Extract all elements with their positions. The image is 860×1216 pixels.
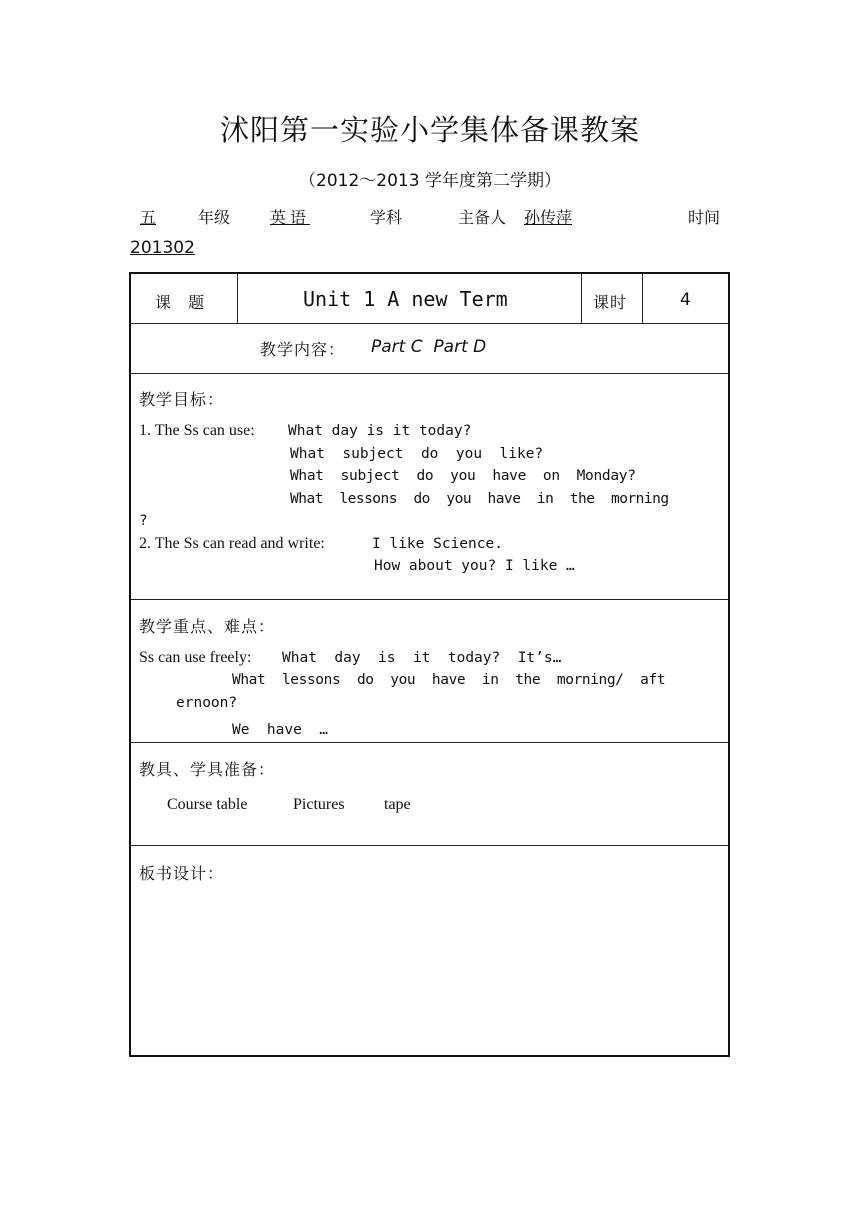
material-item: Course table (167, 796, 248, 813)
time-label: 时间 (688, 208, 721, 227)
page-title: 沭阳第一实验小学集体备课教案 (219, 113, 640, 147)
row-divider (131, 599, 728, 600)
row-divider (131, 373, 728, 374)
subject-value: 英语 (270, 208, 311, 227)
topic-value: Unit 1 A new Term (303, 287, 508, 311)
col-divider (237, 274, 238, 323)
objective-2-line: How about you? I like … (374, 558, 575, 574)
material-item: Pictures (293, 796, 345, 813)
row-divider (131, 845, 728, 846)
period-value: 4 (680, 290, 691, 310)
objective-1-line: What lessons do you have in the morning (290, 491, 669, 507)
info-line (140, 205, 740, 229)
content-value: Part C Part D (371, 337, 487, 357)
objective-1-prefix: 1. The Ss can use: (139, 422, 255, 439)
row-divider (131, 742, 728, 743)
keypoints-line: We have … (232, 722, 329, 738)
row-divider (131, 323, 728, 324)
topic-label: 课 题 (155, 293, 206, 312)
materials-label: 教具、学具准备： (139, 760, 276, 779)
col-divider (581, 274, 582, 323)
material-item: tape (384, 796, 411, 813)
grade-label: 年级 (198, 208, 231, 227)
objectives-label: 教学目标： (139, 390, 225, 409)
grade-value: 五 (140, 208, 157, 227)
preparer-label: 主备人 (458, 208, 507, 227)
col-divider (642, 274, 643, 323)
objective-1-line: What subject do you like? (290, 446, 544, 462)
term-subtitle: （2012～2013 学年度第二学期） (299, 171, 561, 191)
period-label: 课时 (593, 293, 628, 312)
keypoints-line: What day is it today? It’s… (282, 650, 562, 666)
keypoints-line: What lessons do you have in the morning/ aft (232, 672, 666, 688)
preparer-value: 孙传萍 (524, 208, 573, 227)
objective-1-line: What day is it today? (288, 423, 472, 439)
keypoints-label: 教学重点、难点： (139, 617, 276, 636)
objective-1-tail: ? (139, 513, 148, 529)
board-design-label: 板书设计： (139, 864, 225, 883)
keypoints-line: ernoon? (176, 695, 238, 711)
objective-2-prefix: 2. The Ss can read and write: (139, 535, 325, 552)
lesson-plan-table (129, 272, 730, 1057)
date-value: 201302 (130, 238, 195, 258)
subject-label: 学科 (370, 208, 403, 227)
keypoints-prefix: Ss can use freely: (139, 649, 252, 666)
objective-1-line: What subject do you have on Monday? (290, 468, 636, 484)
content-label: 教学内容： (260, 340, 346, 359)
objective-2-line: I like Science. (372, 536, 503, 552)
